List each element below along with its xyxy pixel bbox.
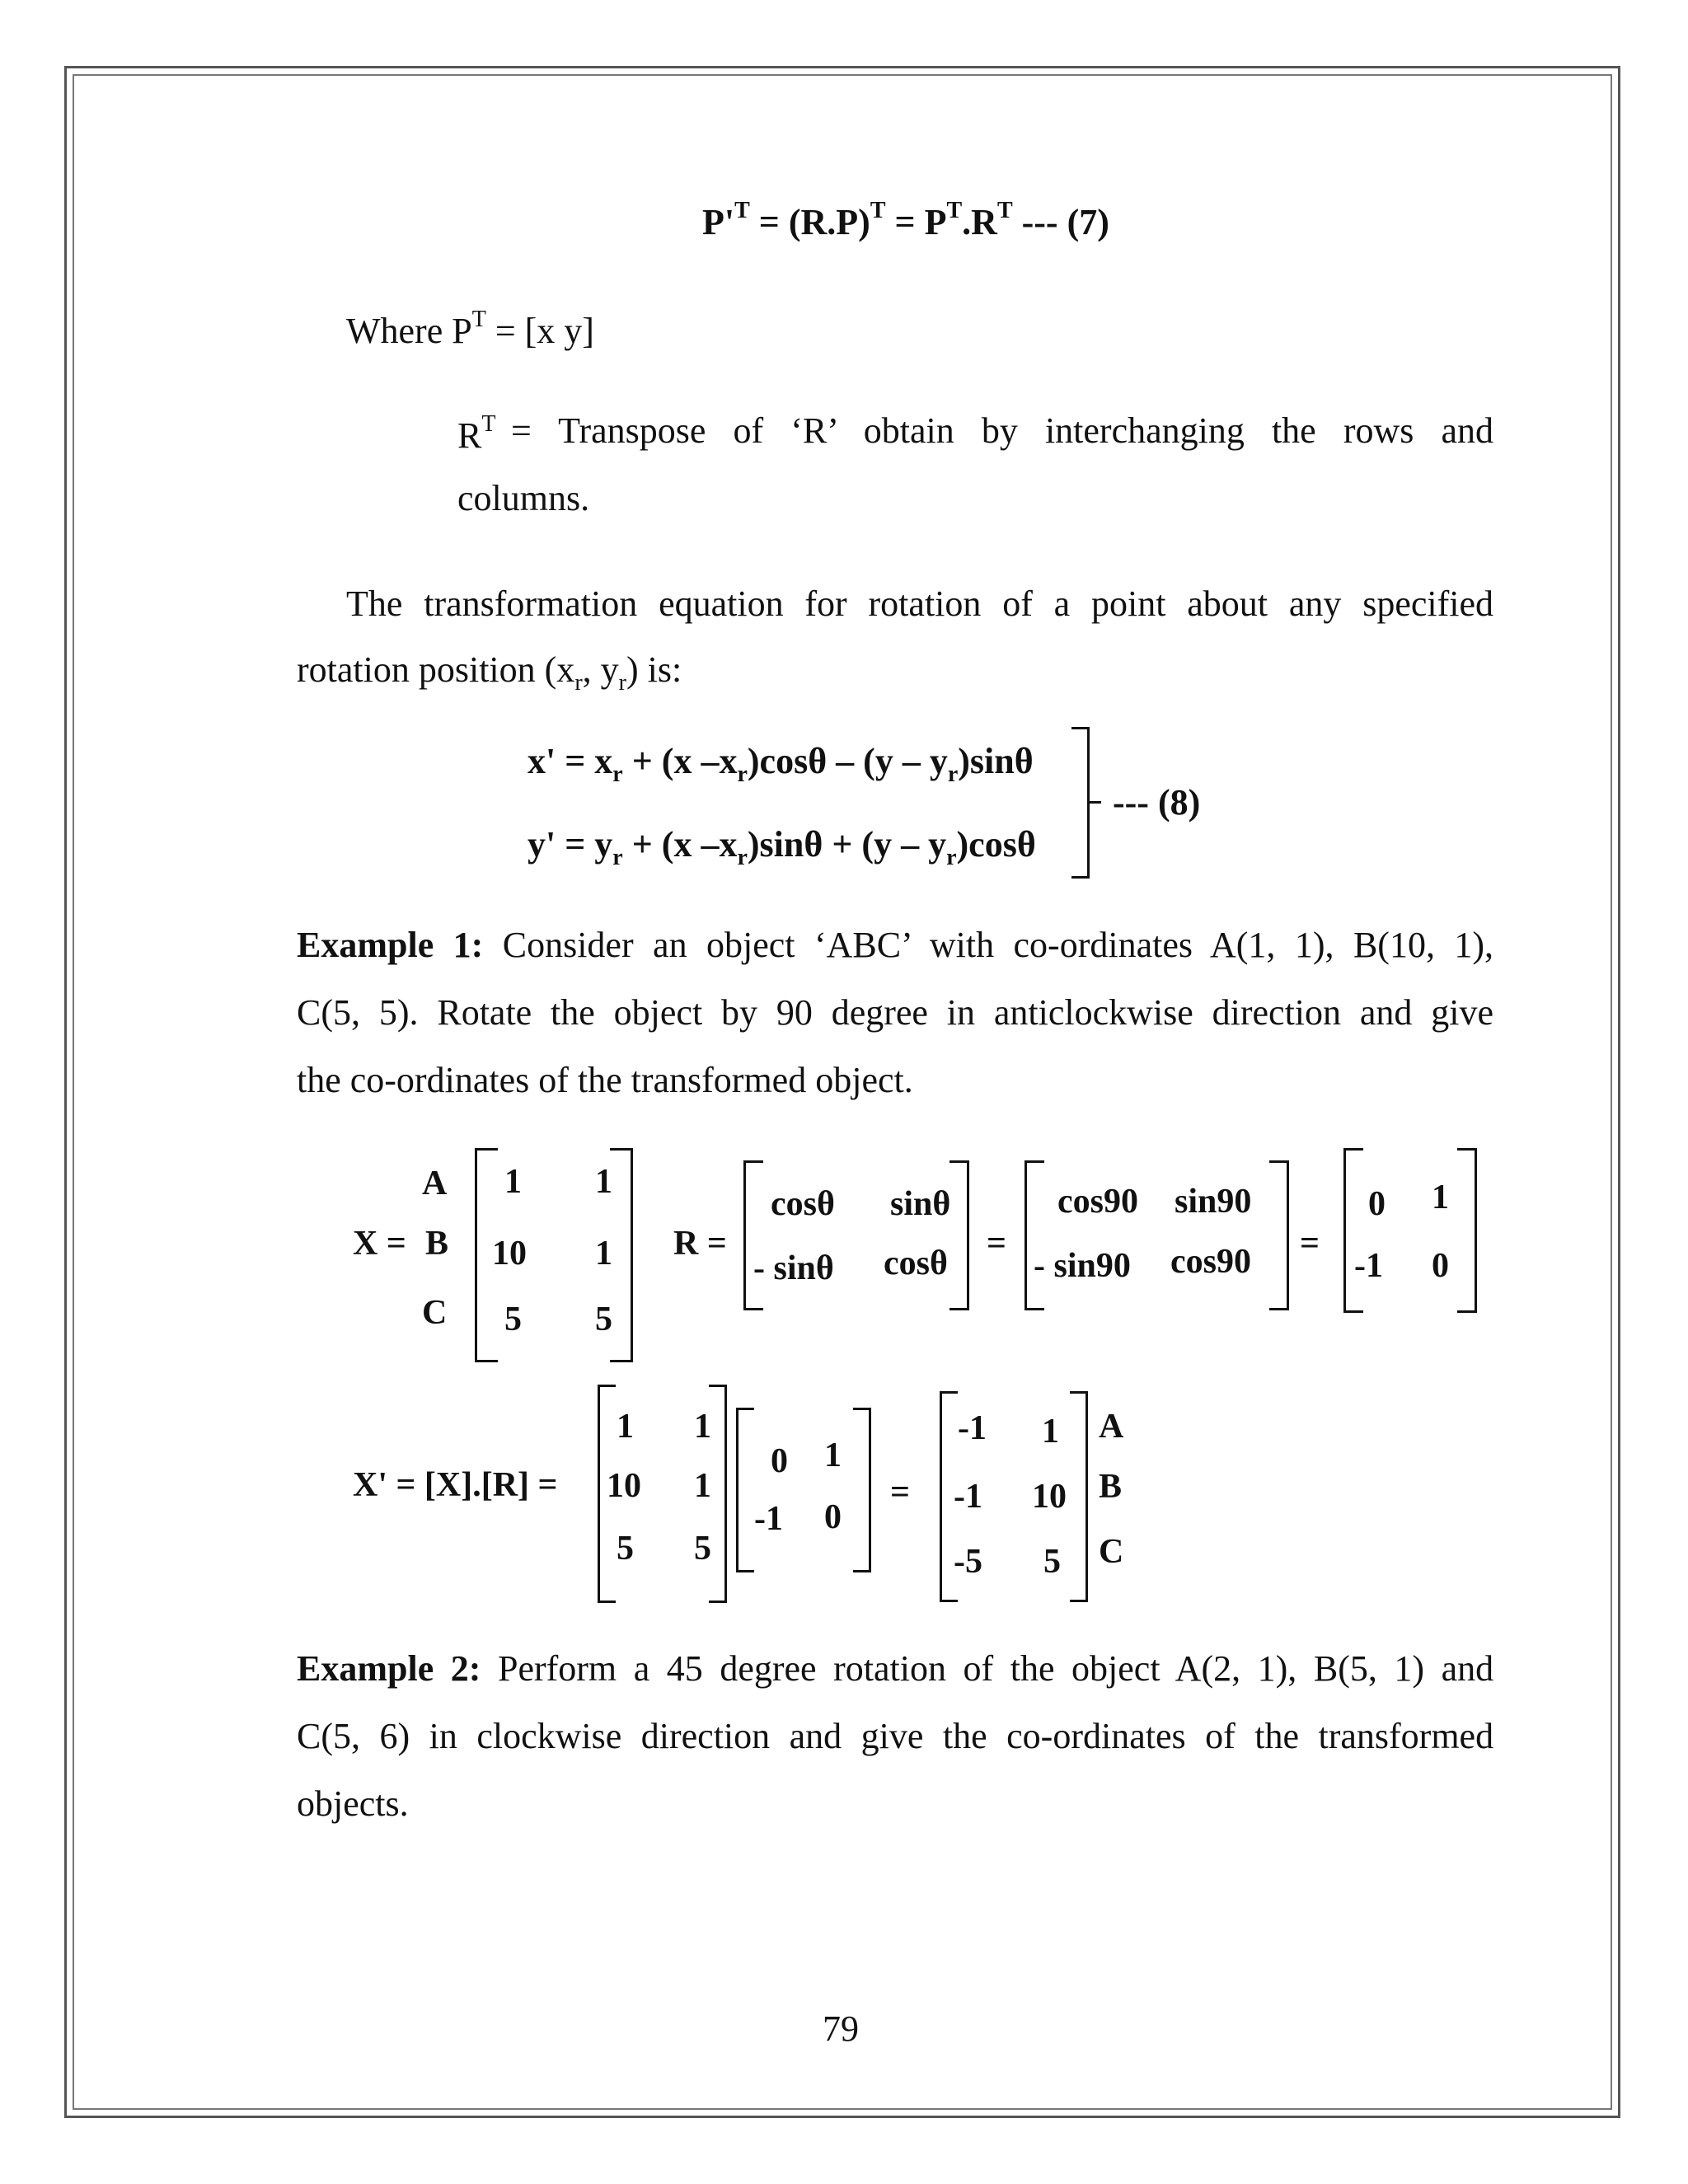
product-m1-cell: 1: [617, 1408, 634, 1446]
equation-8-brace-tick: [1090, 801, 1101, 804]
matrix-r-num-cell: 0: [1368, 1185, 1386, 1223]
product-result-cell: -5: [954, 1543, 982, 1581]
matrix-r-sym-cell: - sinθ: [753, 1249, 834, 1287]
example1-line3: the co-ordinates of the transformed object.: [297, 1060, 913, 1100]
product-lhs: X' = [X].[R] =: [353, 1466, 558, 1504]
matrix-r-num-cell: 1: [1432, 1179, 1449, 1216]
product-result-cell: 5: [1043, 1543, 1061, 1581]
product-m1-cell: 1: [694, 1467, 711, 1505]
matrix-x-cell: 1: [595, 1163, 612, 1201]
product-row-label: C: [1099, 1533, 1124, 1571]
product-result-bracket-right: [1070, 1391, 1088, 1602]
matrix-r-deg-bracket-left: [1025, 1160, 1044, 1310]
product-row-label: B: [1099, 1468, 1123, 1506]
product-m1-cell: 5: [617, 1530, 634, 1568]
matrix-x-row-label: C: [422, 1294, 448, 1332]
matrix-r-num-cell: -1: [1354, 1247, 1383, 1285]
matrix-x-cell: 1: [595, 1235, 612, 1272]
page-number: 79: [823, 2008, 859, 2049]
product-result-cell: -1: [958, 1409, 987, 1447]
rotation-paragraph-line2: rotation position ($x_r$, $y_r$) is:: [297, 649, 682, 696]
matrix-r-equals: =: [987, 1225, 1006, 1263]
equation-8-x: $x' = x_r + (x$ $-x_r)\cos\theta - (y - y_r)\sin\theta$: [528, 741, 1034, 787]
example2-line3: objects.: [297, 1783, 409, 1824]
matrix-x-bracket-right: [610, 1148, 633, 1362]
product-m1-bracket-right: [709, 1385, 727, 1603]
matrix-x-cell: 1: [504, 1163, 522, 1201]
example2-line2: C(5, 6) in clockwise direction and give the co-ordinates of the transformed: [297, 1716, 1494, 1756]
matrix-r-equals: =: [1300, 1225, 1320, 1263]
matrix-x-row-label: A: [422, 1165, 448, 1202]
example1-line2: C(5, 5). Rotate the object by 90 degree in anticlockwise direction and give: [297, 992, 1494, 1033]
matrix-r-deg-bracket-right: [1269, 1160, 1289, 1310]
matrix-r-sym-bracket-left: [743, 1160, 763, 1310]
equation-8-y: $y' = y_r + (x$ $-x_r)\sin\theta + (y - y_r)\cos\theta$: [528, 824, 1036, 870]
equation-8-brace: [1071, 727, 1090, 879]
matrix-x-lhs: X =: [353, 1225, 406, 1263]
product-result-cell: -1: [954, 1478, 982, 1516]
matrix-r-sym-cell: sinθ: [890, 1185, 951, 1223]
matrix-x-cell: 10: [492, 1235, 527, 1272]
equation-7: $P'^T = (R.P)^T = P^T.R^T$ --- (7): [702, 198, 1109, 242]
matrix-r-sym-cell: cosθ: [771, 1185, 835, 1223]
product-m2-bracket-left: [736, 1408, 754, 1572]
product-m1-cell: 10: [607, 1467, 641, 1505]
rt-symbol: $R^T$: [457, 411, 496, 456]
matrix-r-lhs: R =: [673, 1225, 727, 1263]
product-m2-cell: 0: [771, 1442, 788, 1480]
rotation-paragraph-line1: The transformation equation for rotation of a point about any specified: [346, 583, 1494, 624]
product-m2-cell: -1: [754, 1500, 783, 1538]
matrix-r-num-cell: 0: [1432, 1247, 1449, 1285]
example2-line1: Example 2: Perform a 45 degree rotation of the object A(2, 1), B(5, 1) and: [297, 1648, 1494, 1689]
equation-8-label: --- (8): [1113, 782, 1201, 823]
product-result-cell: 10: [1032, 1478, 1067, 1516]
matrix-x-cell: 5: [595, 1301, 612, 1338]
matrix-r-num-bracket-right: [1457, 1148, 1477, 1313]
matrix-r-deg-cell: - sin90: [1034, 1247, 1131, 1285]
example1-line1: Example 1: Consider an object ‘ABC’ with co-ordinates A(1, 1), B(10, 1),: [297, 925, 1494, 965]
matrix-r-deg-cell: cos90: [1170, 1243, 1251, 1281]
product-m2-cell: 1: [824, 1436, 842, 1474]
product-result-cell: 1: [1042, 1413, 1059, 1451]
rt-definition-line1: = Transpose of ‘R’ obtain by interchanging the rows and: [511, 410, 1493, 451]
matrix-r-num-bracket-left: [1343, 1148, 1363, 1313]
product-m1-cell: 5: [694, 1530, 711, 1568]
matrix-x-cell: 5: [504, 1301, 522, 1338]
matrix-r-deg-cell: cos90: [1057, 1183, 1138, 1221]
product-row-label: A: [1099, 1408, 1124, 1446]
matrix-r-sym-cell: cosθ: [884, 1244, 948, 1282]
where-pt-line: Where $P^T = [x$ y]: [346, 307, 594, 351]
product-m1-cell: 1: [694, 1408, 711, 1446]
matrix-r-deg-cell: sin90: [1175, 1183, 1252, 1221]
product-m2-cell: 0: [824, 1498, 842, 1536]
product-m2-bracket-right: [853, 1408, 871, 1572]
matrix-r-sym-bracket-right: [950, 1160, 969, 1310]
product-equals: =: [890, 1474, 910, 1511]
rt-definition-line2: columns.: [457, 478, 590, 518]
matrix-x-row-label: B: [425, 1225, 449, 1263]
